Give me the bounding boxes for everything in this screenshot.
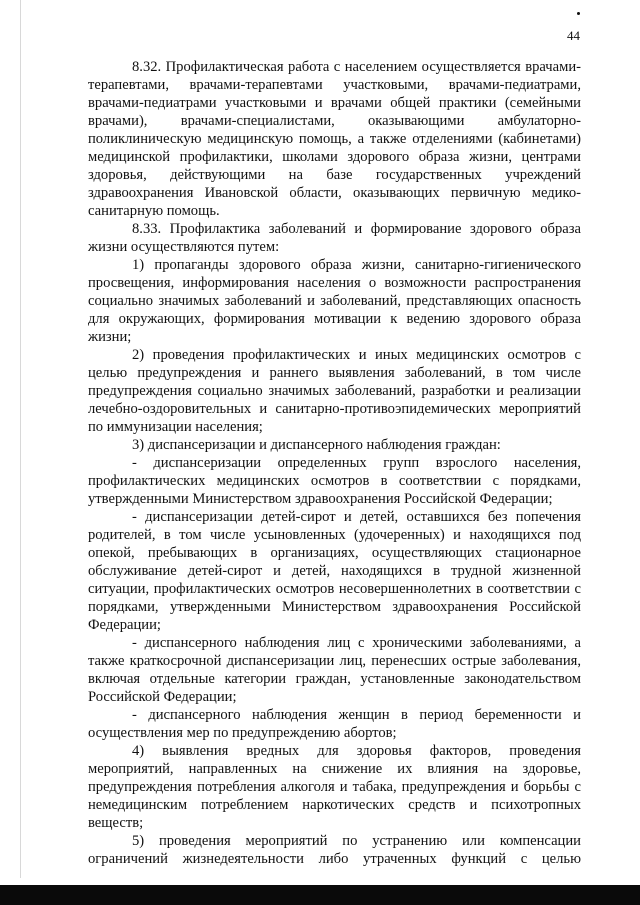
list-item-1: 1) пропаганды здорового образа жизни, санитарно-гигиенического просвещения, информирования населения о возможности распространения социально значимых заболеваний и заболеваний, представляющих опасность для окружающих, формирования мотивации к ведению здорового образа жизни; [88,257,581,345]
sub-item-adult-dispensarization: - диспансеризации определенных групп взрослого населения, профилактических медицинских осмотров в соответствии с порядками, утвержденными Министерством здравоохранения Российской Федерации; [88,455,581,507]
list-item-5: 5) проведения мероприятий по устранению или компенсации ограничений жизнедеятельности либо утраченных функций с целью [88,833,581,867]
sub-item-orphan-dispensarization: - диспансеризации детей-сирот и детей, оставшихся без попечения родителей, в том числе усыновленных (удочеренных) и находящихся под опекой, пребывающих в организациях, осуществляющих стационарное обслуживание детей-сирот и детей, находящихся в трудной жизненной ситуации, профилактических осмотров несовершеннолетних в соответствии с порядками, утвержденными Министерством здравоохранения Российской Федерации; [88,509,581,633]
list-item-2: 2) проведения профилактических и иных медицинских осмотров с целью предупреждения и раннего выявления заболеваний, в том числе предупреждения социально значимых заболеваний, разработки и реализации лечебно-оздоровительных и санитарно-противоэпидемических мероприятий по иммунизации населения; [88,347,581,435]
sub-item-pregnancy-observation: - диспансерного наблюдения женщин в период беременности и осуществления мер по предупреждению абортов; [88,707,581,741]
scan-edge-line [20,0,21,878]
list-item-3: 3) диспансеризации и диспансерного наблюдения граждан: [132,437,501,453]
paragraph-8-33: 8.33. Профилактика заболеваний и формирование здорового образа жизни осуществляются путем: [88,221,581,255]
scan-bottom-border [0,885,640,905]
page-number: 44 [567,28,580,43]
list-item-4: 4) выявления вредных для здоровья факторов, проведения мероприятий, направленных на снижение их влияния на здоровье, предупреждения потребления алкоголя и табака, предупреждения и борьбы с немедицинским потреблением наркотических средств и психотропных веществ; [88,743,581,831]
paragraph-8-32: 8.32. Профилактическая работа с населением осуществляется врачами-терапевтами, врачами-терапевтами участковыми, врачами-педиатрами, врачами-педиатрами участковыми и врачами общей практики (семейными врачами), врачами-специалистами, оказывающими амбулаторно-поликлиническую медицинскую помощь, а также отделениями (кабинетами) медицинской профилактики, школами здорового образа жизни, центрами здоровья, действующими на базе государственных учреждений здравоохранения Ивановской области, оказывающих первичную медико-санитарную помощь. [88,59,581,219]
sub-item-chronic-observation: - диспансерного наблюдения лиц с хроническими заболеваниями, а также краткосрочной диспансеризации лиц, перенесших острые заболевания, включая отдельные категории граждан, установленные законодательством Российской Федерации; [88,635,581,705]
scan-dot [577,12,580,15]
document-body [88,58,581,868]
